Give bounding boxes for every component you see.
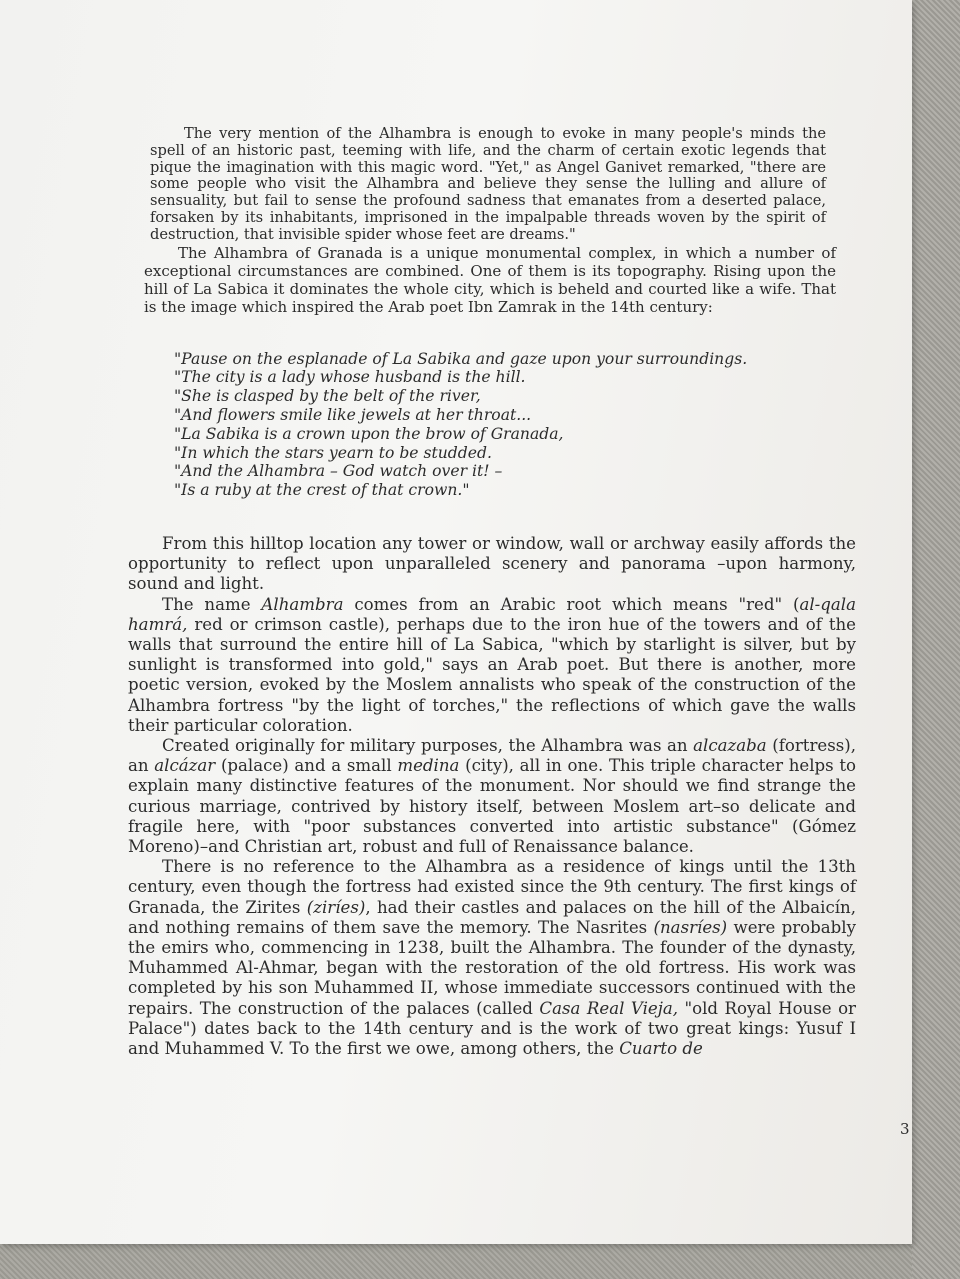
page-number: 3 xyxy=(900,1120,910,1138)
poem-quote xyxy=(174,350,856,500)
poem-line: "Is a ruby at the crest of that crown." xyxy=(174,481,470,500)
fabric-edge-right xyxy=(912,0,960,1279)
poem-line: "Pause on the esplanade of La Sabika and gaze upon your surroundings. xyxy=(174,349,748,368)
poem-line: "She is clasped by the belt of the river, xyxy=(174,387,481,406)
poem-line: "And the Alhambra – God watch over it! – xyxy=(174,462,503,481)
paragraph-5: Created originally for military purposes, the Alhambra was an alcazaba (fortress), an alcázar (palace) and a small medina (city), all in one. This triple character helps to explain many distinctive features of the monument. Nor should we find strange the curious marriage, contrived by history itself, between Moslem art–so delicate and fragile here, with "poor substances converted into artistic substance" (Gómez Moreno)–and Christian art, robust and full of Renaissance balance. xyxy=(128,735,856,856)
paragraph-4: The name Alhambra comes from an Arabic root which means "red" (al-qala hamrá, red or crimson castle), perhaps due to the iron hue of the towers and of the walls that surround the entire hill of La Sabica, "which by starlight is silver, but by sunlight is transformed into gold," says an Arab poet. But there is another, more poetic version, evoked by the Moslem annalists who speak of the construction of the Alhambra fortress "by the light of torches," the reflections of which gave the walls their particular coloration. xyxy=(128,594,856,735)
poem-line: "In which the stars yearn to be studded. xyxy=(174,443,492,462)
poem-line: "La Sabika is a crown upon the brow of Granada, xyxy=(174,424,564,443)
lower-text xyxy=(128,534,856,1059)
poem-line: "The city is a lady whose husband is the hill. xyxy=(174,368,526,387)
paragraph-6: There is no reference to the Alhambra as a residence of kings until the 13th century, even though the fortress had existed since the 9th century. The first kings of Granada, the Zirites (ziríes), had their castles and palaces on the hill of the Albaicín, and nothing remains of them save the memory. The Nasrites (nasríes) were probably the emirs who, commencing in 1238, built the Alhambra. The founder of the dynasty, Muhammed Al-Ahmar, began with the restoration of the old fortress. His work was completed by his son Muhammed II, whose immediate successors continued with the repairs. The construction of the palaces (called Casa Real Vieja, "old Royal House or Palace") dates back to the 14th century and is the work of two great kings: Yusuf I and Muhammed V. To the first we owe, among others, the Cuarto de xyxy=(128,857,857,1059)
page-text xyxy=(128,126,856,1059)
poem-line: "And flowers smile like jewels at her throat... xyxy=(174,405,532,424)
paragraph-3: From this hilltop location any tower or window, wall or archway easily affords the opportunity to reflect upon unparalleled scenery and panorama –upon harmony, sound and light. xyxy=(128,533,856,594)
paragraph-2: The Alhambra of Granada is a unique monumental complex, in which a number of exceptional circumstances are combined. One of them is its topography. Rising upon the hill of La Sabica it dominates the whole city, which is beheld and courted like a wife. That is the image which inspired the Arab poet Ibn Zamrak in the 14th century: xyxy=(144,243,836,316)
paragraph-1: The very mention of the Alhambra is enough to evoke in many people's minds the spell of an historic past, teeming with life, and the charm of certain exotic legends that pique the imagination with this magic word. "Yet," as Angel Ganivet remarked, "there are some people who visit the Alhambra and believe they sense the lulling and allure of sensuality, but fail to sense the profound sadness that emanates from a deserted palace, forsaken by its inhabitants, imprisoned in the impalpable threads woven by the spirit of destruction, that invisible spider whose feet are dreams." xyxy=(150,125,826,243)
